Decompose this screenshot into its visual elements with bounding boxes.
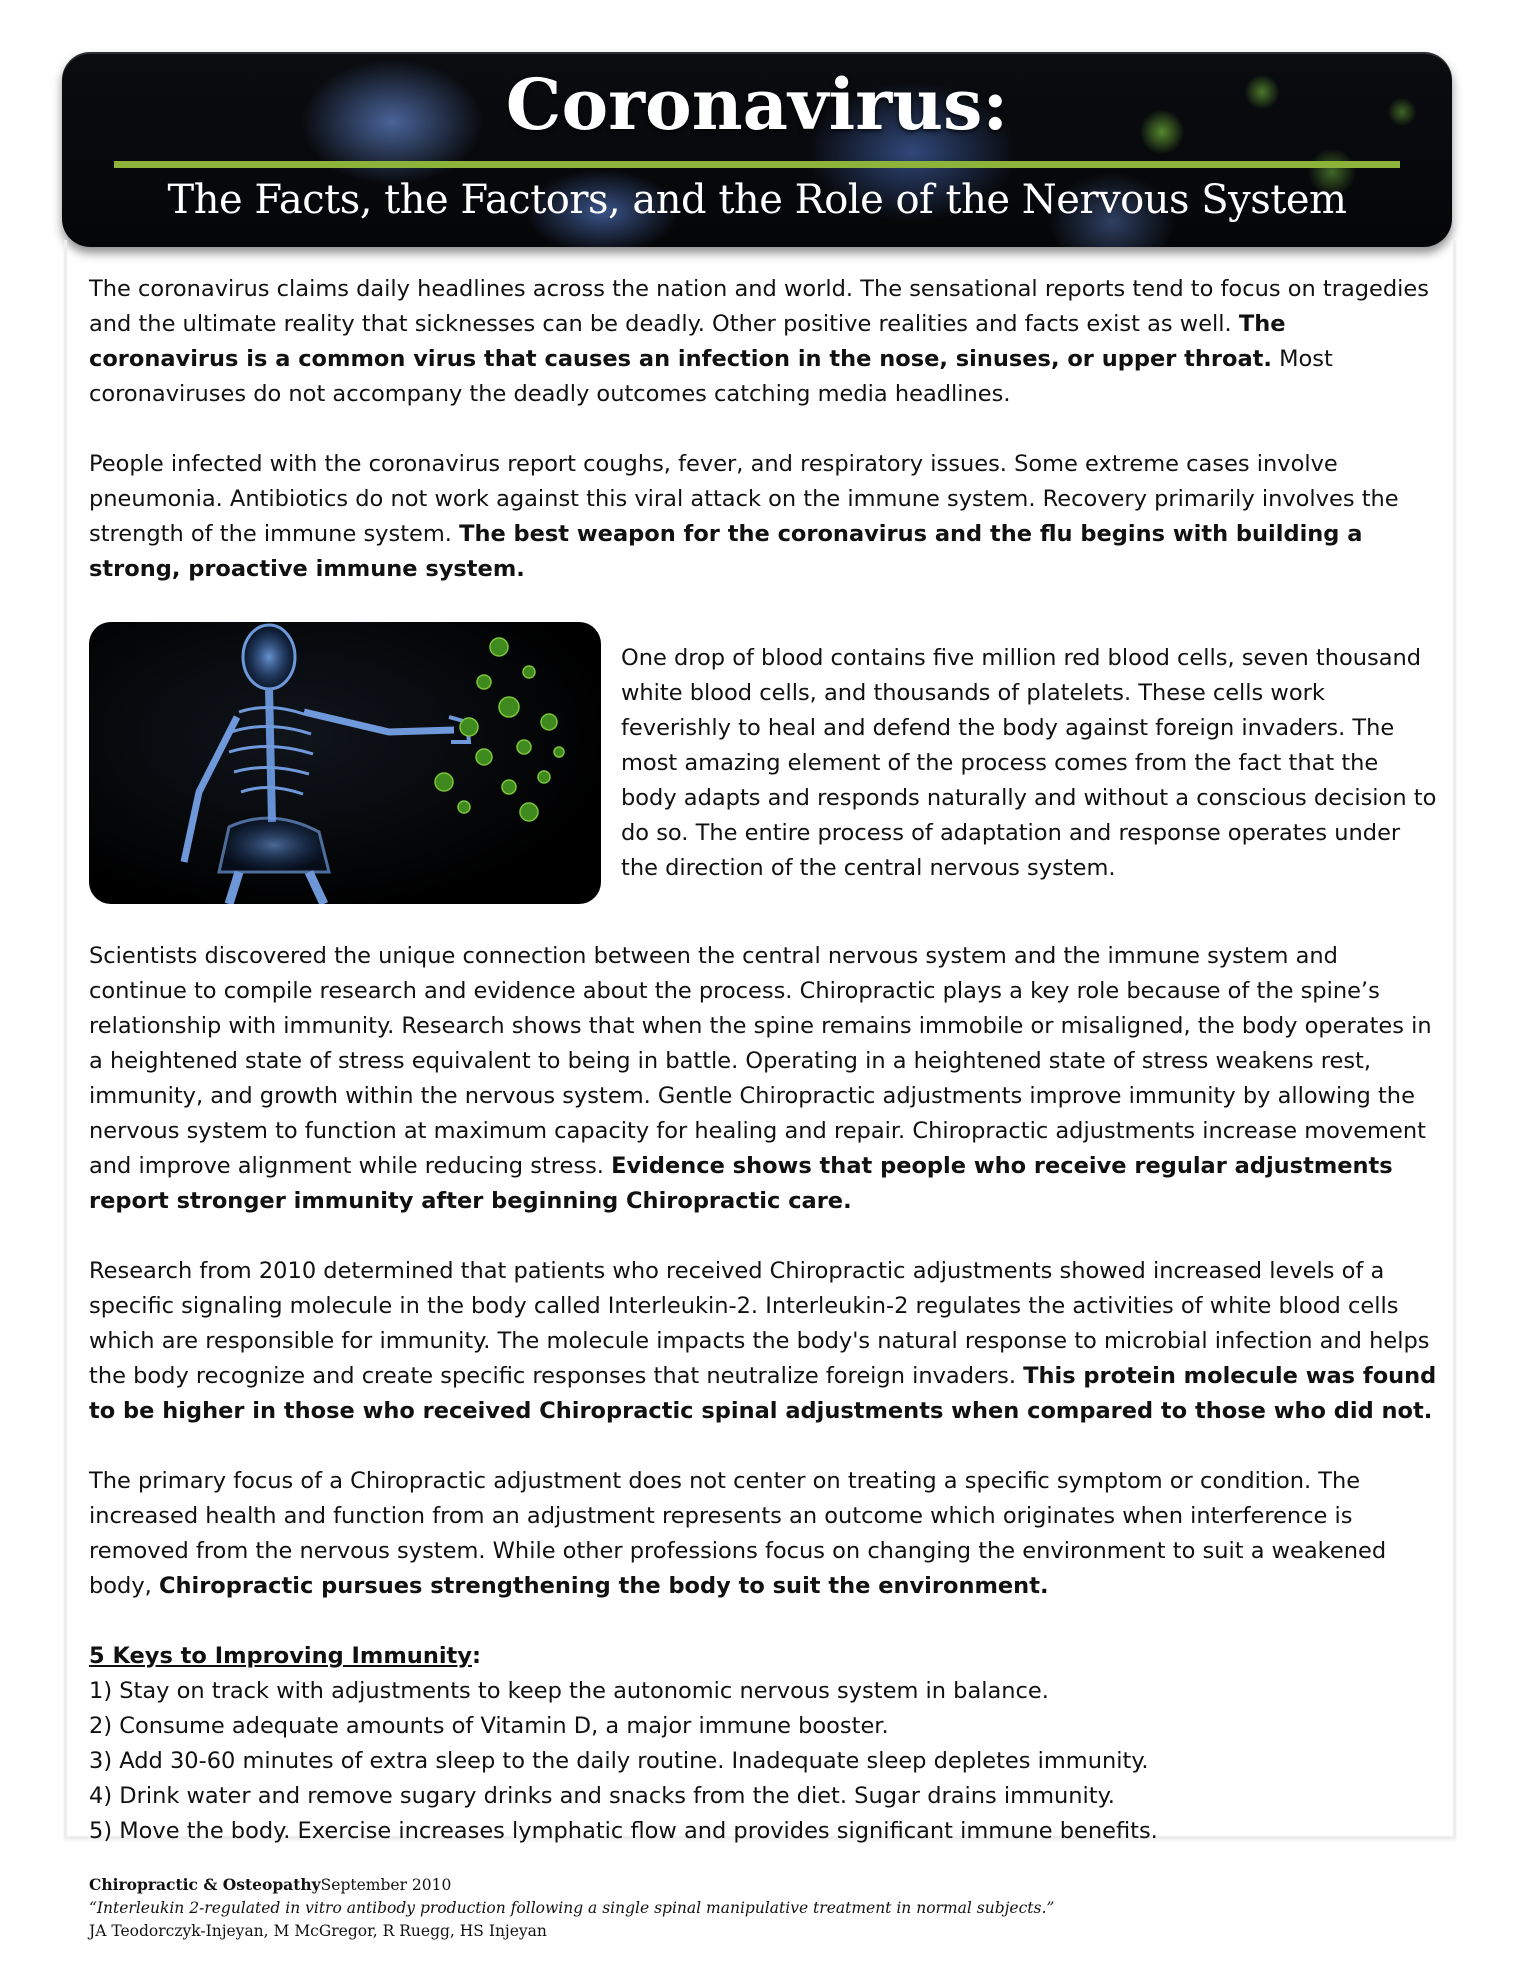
paragraph-text: The primary focus of a Chiropractic adjustment does not center on treating a specific symptom or condition. The increased health and function from an adjustment represents an outcome which originates when interference is removed from the nervous system. While other professions focus on changing the environment to suit a weakened body, bbox=[89, 1468, 1387, 1599]
page-title: Coronavirus: bbox=[505, 63, 1009, 146]
paragraph-research bbox=[89, 1254, 1437, 1429]
blood-cells-paragraph: One drop of blood contains five million red blood cells, seven thousand white blood cells, and thousands of platelets. These cells work feverishly to heal and defend the body against foreign invaders. The most amazing element of the process comes from the fact that the body adapts and responds naturally and without a conscious decision to do so. The entire process of adaptation and response operates under the direction of the central nervous system. bbox=[621, 645, 1437, 881]
citation-article-title: “Interleukin 2-regulated in vitro antibody production following a single spinal manipulative treatment in normal subjects.” bbox=[89, 1899, 1055, 1917]
citation bbox=[89, 1873, 1429, 1943]
paragraph-text: Research from 2010 determined that patients who received Chiropractic adjustments showed increased levels of a specific signaling molecule in the body called Interleukin-2. Interleukin-2 regulates the activities of white blood cells which are responsible for immunity. The molecule impacts the body's natural response to microbial infection and helps the body recognize and create specific responses that neutralize foreign invaders. bbox=[89, 1258, 1430, 1389]
citation-article bbox=[89, 1897, 1429, 1920]
keys-heading bbox=[89, 1639, 1437, 1674]
list-item: 4) Drink water and remove sugary drinks and snacks from the diet. Sugar drains immunity. bbox=[89, 1783, 1115, 1809]
paragraph-emphasis: Evidence shows that people who receive regular adjustments report stronger immunity after beginning Chiropractic care. bbox=[89, 1153, 1393, 1214]
paragraph-emphasis: The coronavirus is a common virus that causes an infection in the nose, sinuses, or upper throat. bbox=[89, 311, 1286, 372]
citation-authors: JA Teodorczyk-Injeyan, M McGregor, R Ruegg, HS Injeyan bbox=[89, 1922, 547, 1940]
paragraph-text: Scientists discovered the unique connection between the central nervous system and the immune system and continue to compile research and evidence about the process. Chiropractic plays a key role because of the spine’s relationship with immunity. Research shows that when the spine remains immobile or misaligned, the body operates in a heightened state of stress equivalent to being in battle. Operating in a heightened state of stress weakens rest, immunity, and growth within the nervous system. Gentle Chiropractic adjustments improve immunity by allowing the nervous system to function at maximum capacity for healing and repair. Chiropractic adjustments increase movement and improve alignment while reducing stress. bbox=[89, 943, 1432, 1179]
paragraph-emphasis: Chiropractic pursues strengthening the body to suit the environment. bbox=[158, 1573, 1049, 1599]
paragraph-intro bbox=[89, 272, 1437, 412]
paragraph-emphasis: The best weapon for the coronavirus and the flu begins with building a strong, proactive immune system. bbox=[89, 521, 1363, 582]
page-subtitle: The Facts, the Factors, and the Role of the Nervous System bbox=[167, 177, 1347, 223]
paragraph-emphasis: This protein molecule was found to be higher in those who received Chiropractic spinal adjustments when compared to those who did not. bbox=[89, 1363, 1437, 1424]
citation-journal: Chiropractic & Osteopathy bbox=[89, 1875, 321, 1894]
skeleton-virus-illustration bbox=[89, 622, 601, 904]
paragraph-symptoms bbox=[89, 447, 1437, 587]
citation-source bbox=[89, 1873, 1429, 1897]
list-item: 2) Consume adequate amounts of Vitamin D, a major immune booster. bbox=[89, 1713, 889, 1739]
paragraph-focus bbox=[89, 1464, 1437, 1604]
paragraph-text: The coronavirus claims daily headlines across the nation and world. The sensational reports tend to focus on tragedies and the ultimate reality that sicknesses can be deadly. Other positive realities and facts exist as well. bbox=[89, 276, 1429, 337]
keys-heading-text: 5 Keys to Improving Immunity bbox=[89, 1643, 472, 1669]
list-item: 1) Stay on track with adjustments to keep the autonomic nervous system in balance. bbox=[89, 1678, 1049, 1704]
list-item: 3) Add 30-60 minutes of extra sleep to the daily routine. Inadequate sleep depletes immunity. bbox=[89, 1748, 1149, 1774]
keys-list bbox=[89, 1674, 1437, 1849]
paragraph-text: Most coronaviruses do not accompany the deadly outcomes catching media headlines. bbox=[89, 346, 1333, 407]
skeleton-virus-icon bbox=[89, 622, 601, 904]
paragraph-text: People infected with the coronavirus report coughs, fever, and respiratory issues. Some extreme cases involve pneumonia. Antibiotics do not work against this viral attack on the immune system. Recovery primarily involves the strength of the immune system. bbox=[89, 451, 1399, 547]
paragraph-nervous-system bbox=[89, 939, 1437, 1219]
keys-heading-colon: : bbox=[471, 1643, 481, 1669]
list-item: 5) Move the body. Exercise increases lymphatic flow and provides significant immune benefits. bbox=[89, 1818, 1158, 1844]
article-body bbox=[89, 272, 1437, 1849]
title-divider bbox=[114, 161, 1400, 168]
illustrated-section bbox=[89, 622, 1437, 904]
citation-date: September 2010 bbox=[320, 1876, 452, 1894]
header-banner bbox=[62, 52, 1452, 247]
